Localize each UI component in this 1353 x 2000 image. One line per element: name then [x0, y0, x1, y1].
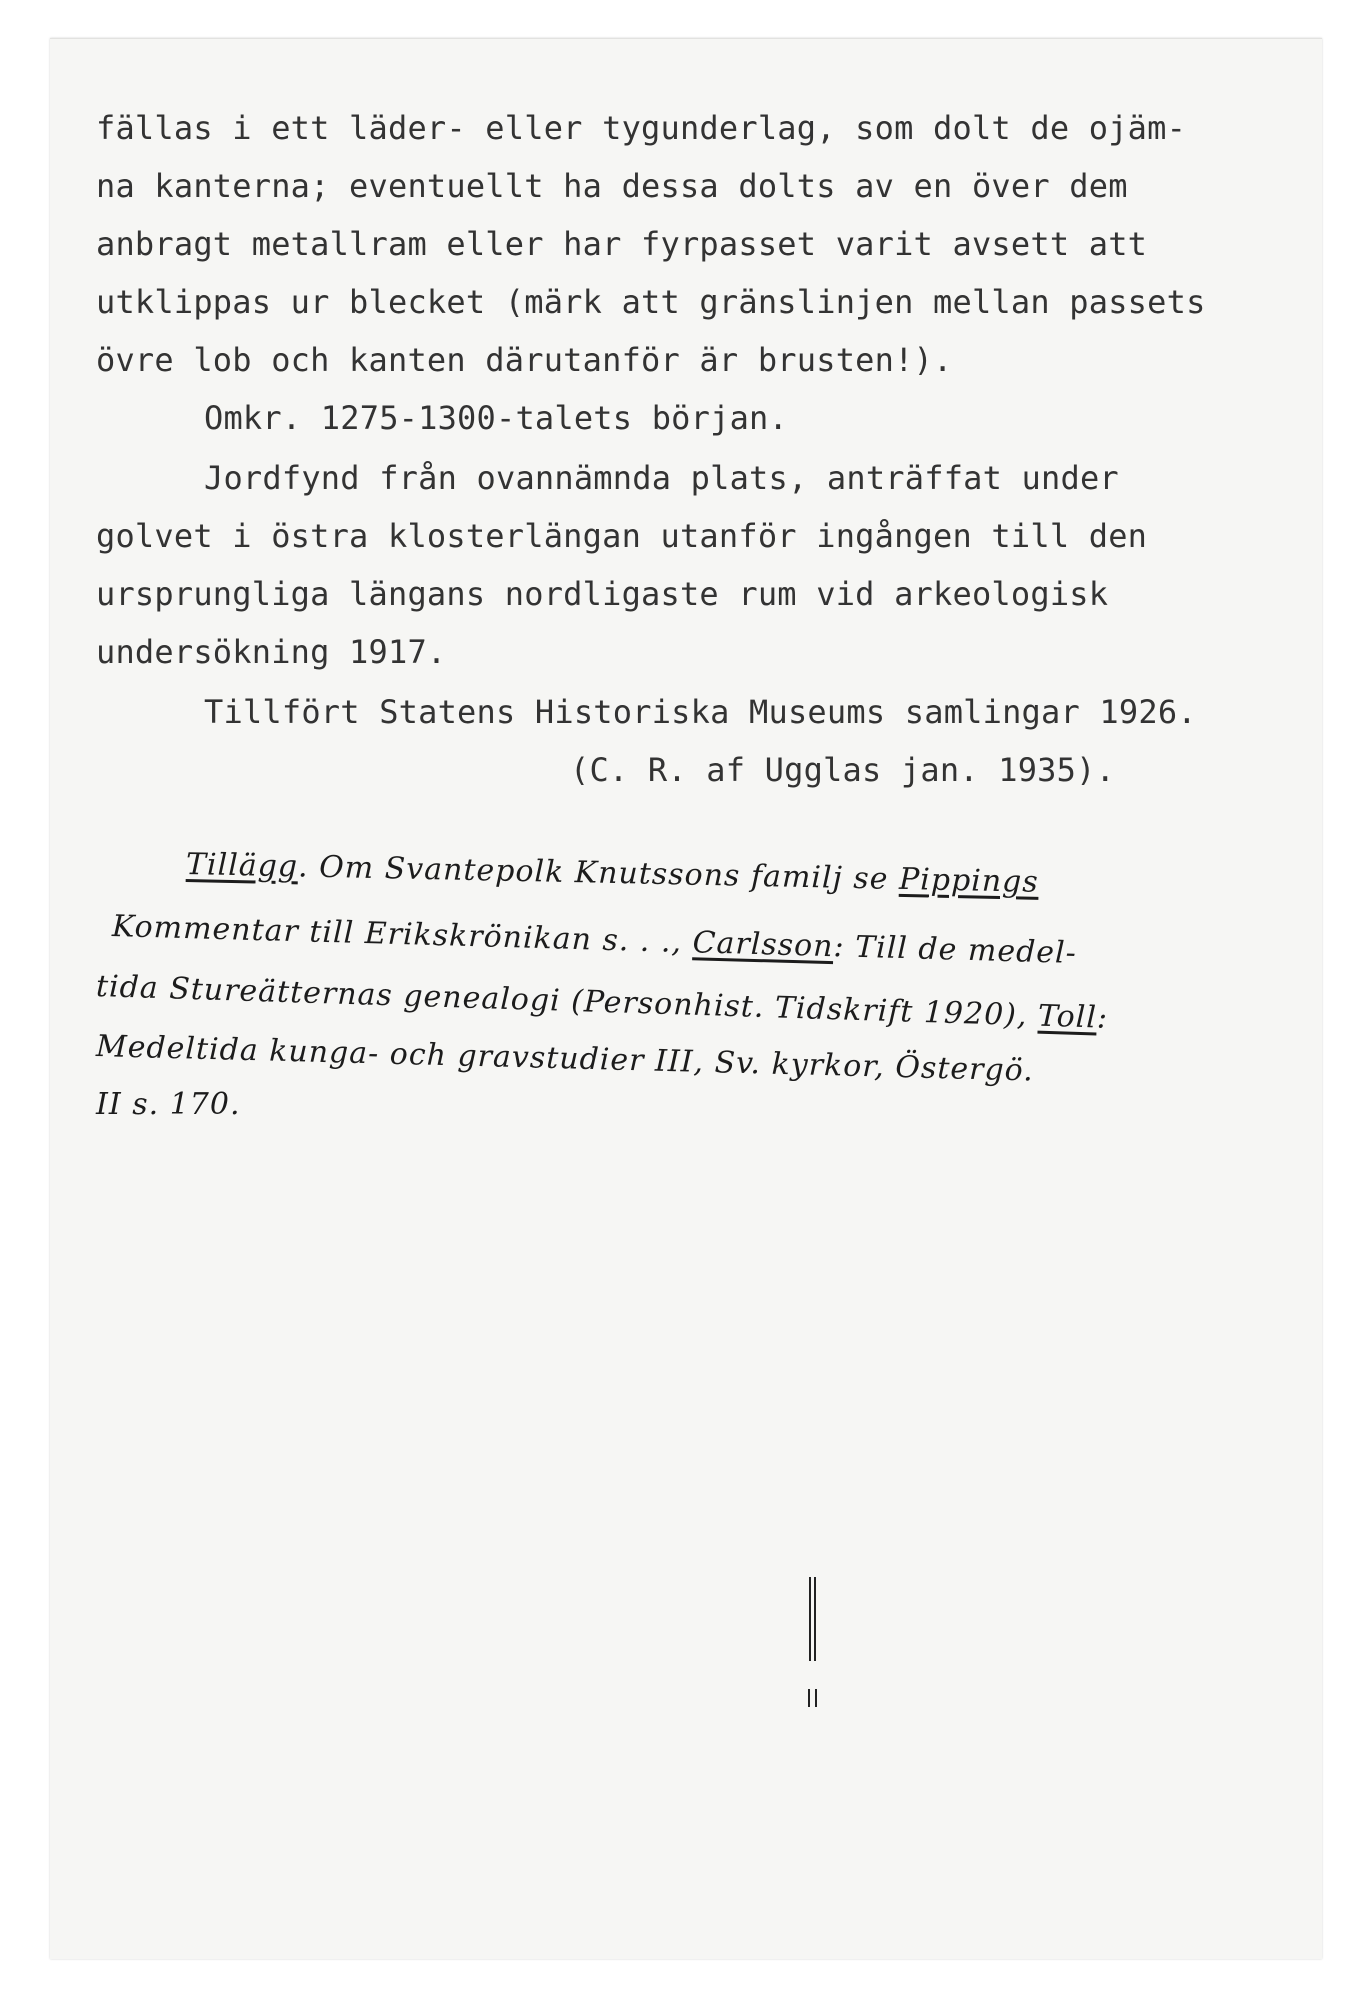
handwritten-label: Tillägg [185, 847, 299, 885]
typed-line-1: fällas i ett läder- eller tygunderlag, som dolt de ojäm- [96, 109, 1187, 147]
handwritten-line-3-tail: : [1096, 1000, 1109, 1036]
typed-line-6: Omkr. 1275-1300-talets början. [204, 399, 788, 437]
handwritten-line-4: Medeltida kunga- och gravstudier III, Sv. kyrkor, Östergö. [95, 1029, 1035, 1089]
typed-line-9: ursprungliga längans nordligaste rum vid arkeologisk [96, 575, 1109, 613]
handwritten-line-2-tail: : Till de medel- [832, 929, 1078, 971]
typed-line-7: Jordfynd från ovannämnda plats, anträffat under [204, 459, 1119, 497]
typed-line-12: (C. R. af Ugglas jan. 1935). [570, 751, 1116, 789]
typed-line-3: anbragt metallram eller har fyrpasset varit avsett att [96, 225, 1148, 263]
page-marks [50, 39, 1322, 1959]
handwritten-line-2-text: Kommentar till Erikskrönikan s. . ., [111, 909, 694, 961]
handwritten-line-5: II s. 170. [96, 1087, 241, 1122]
typed-line-10: undersökning 1917. [96, 633, 447, 671]
handwritten-ref-toll: Toll [1037, 998, 1098, 1036]
typed-line-4: utklippas ur blecket (märk att gränslinjen mellan passets [96, 283, 1206, 321]
handwritten-line-3-text: tida Stureätternas genealogi (Personhist. Tidskrift 1920), [95, 969, 1039, 1034]
typed-line-2: na kanterna; eventuellt ha dessa dolts av en över dem [96, 167, 1128, 205]
document-page [50, 38, 1322, 1959]
handwritten-ref-carlsson: Carlsson [692, 925, 834, 965]
handwritten-line-1-text: . Om Svantepolk Knutssons familj se [297, 849, 900, 897]
typed-line-5: övre lob och kanten därutanför är brusten!). [96, 341, 953, 379]
handwritten-ref-pipping: Pippings [898, 861, 1040, 900]
typed-line-11: Tillfört Statens Historiska Museums samlingar 1926. [204, 693, 1197, 731]
typed-line-8: golvet i östra klosterlängan utanför ingången till den [96, 517, 1148, 555]
